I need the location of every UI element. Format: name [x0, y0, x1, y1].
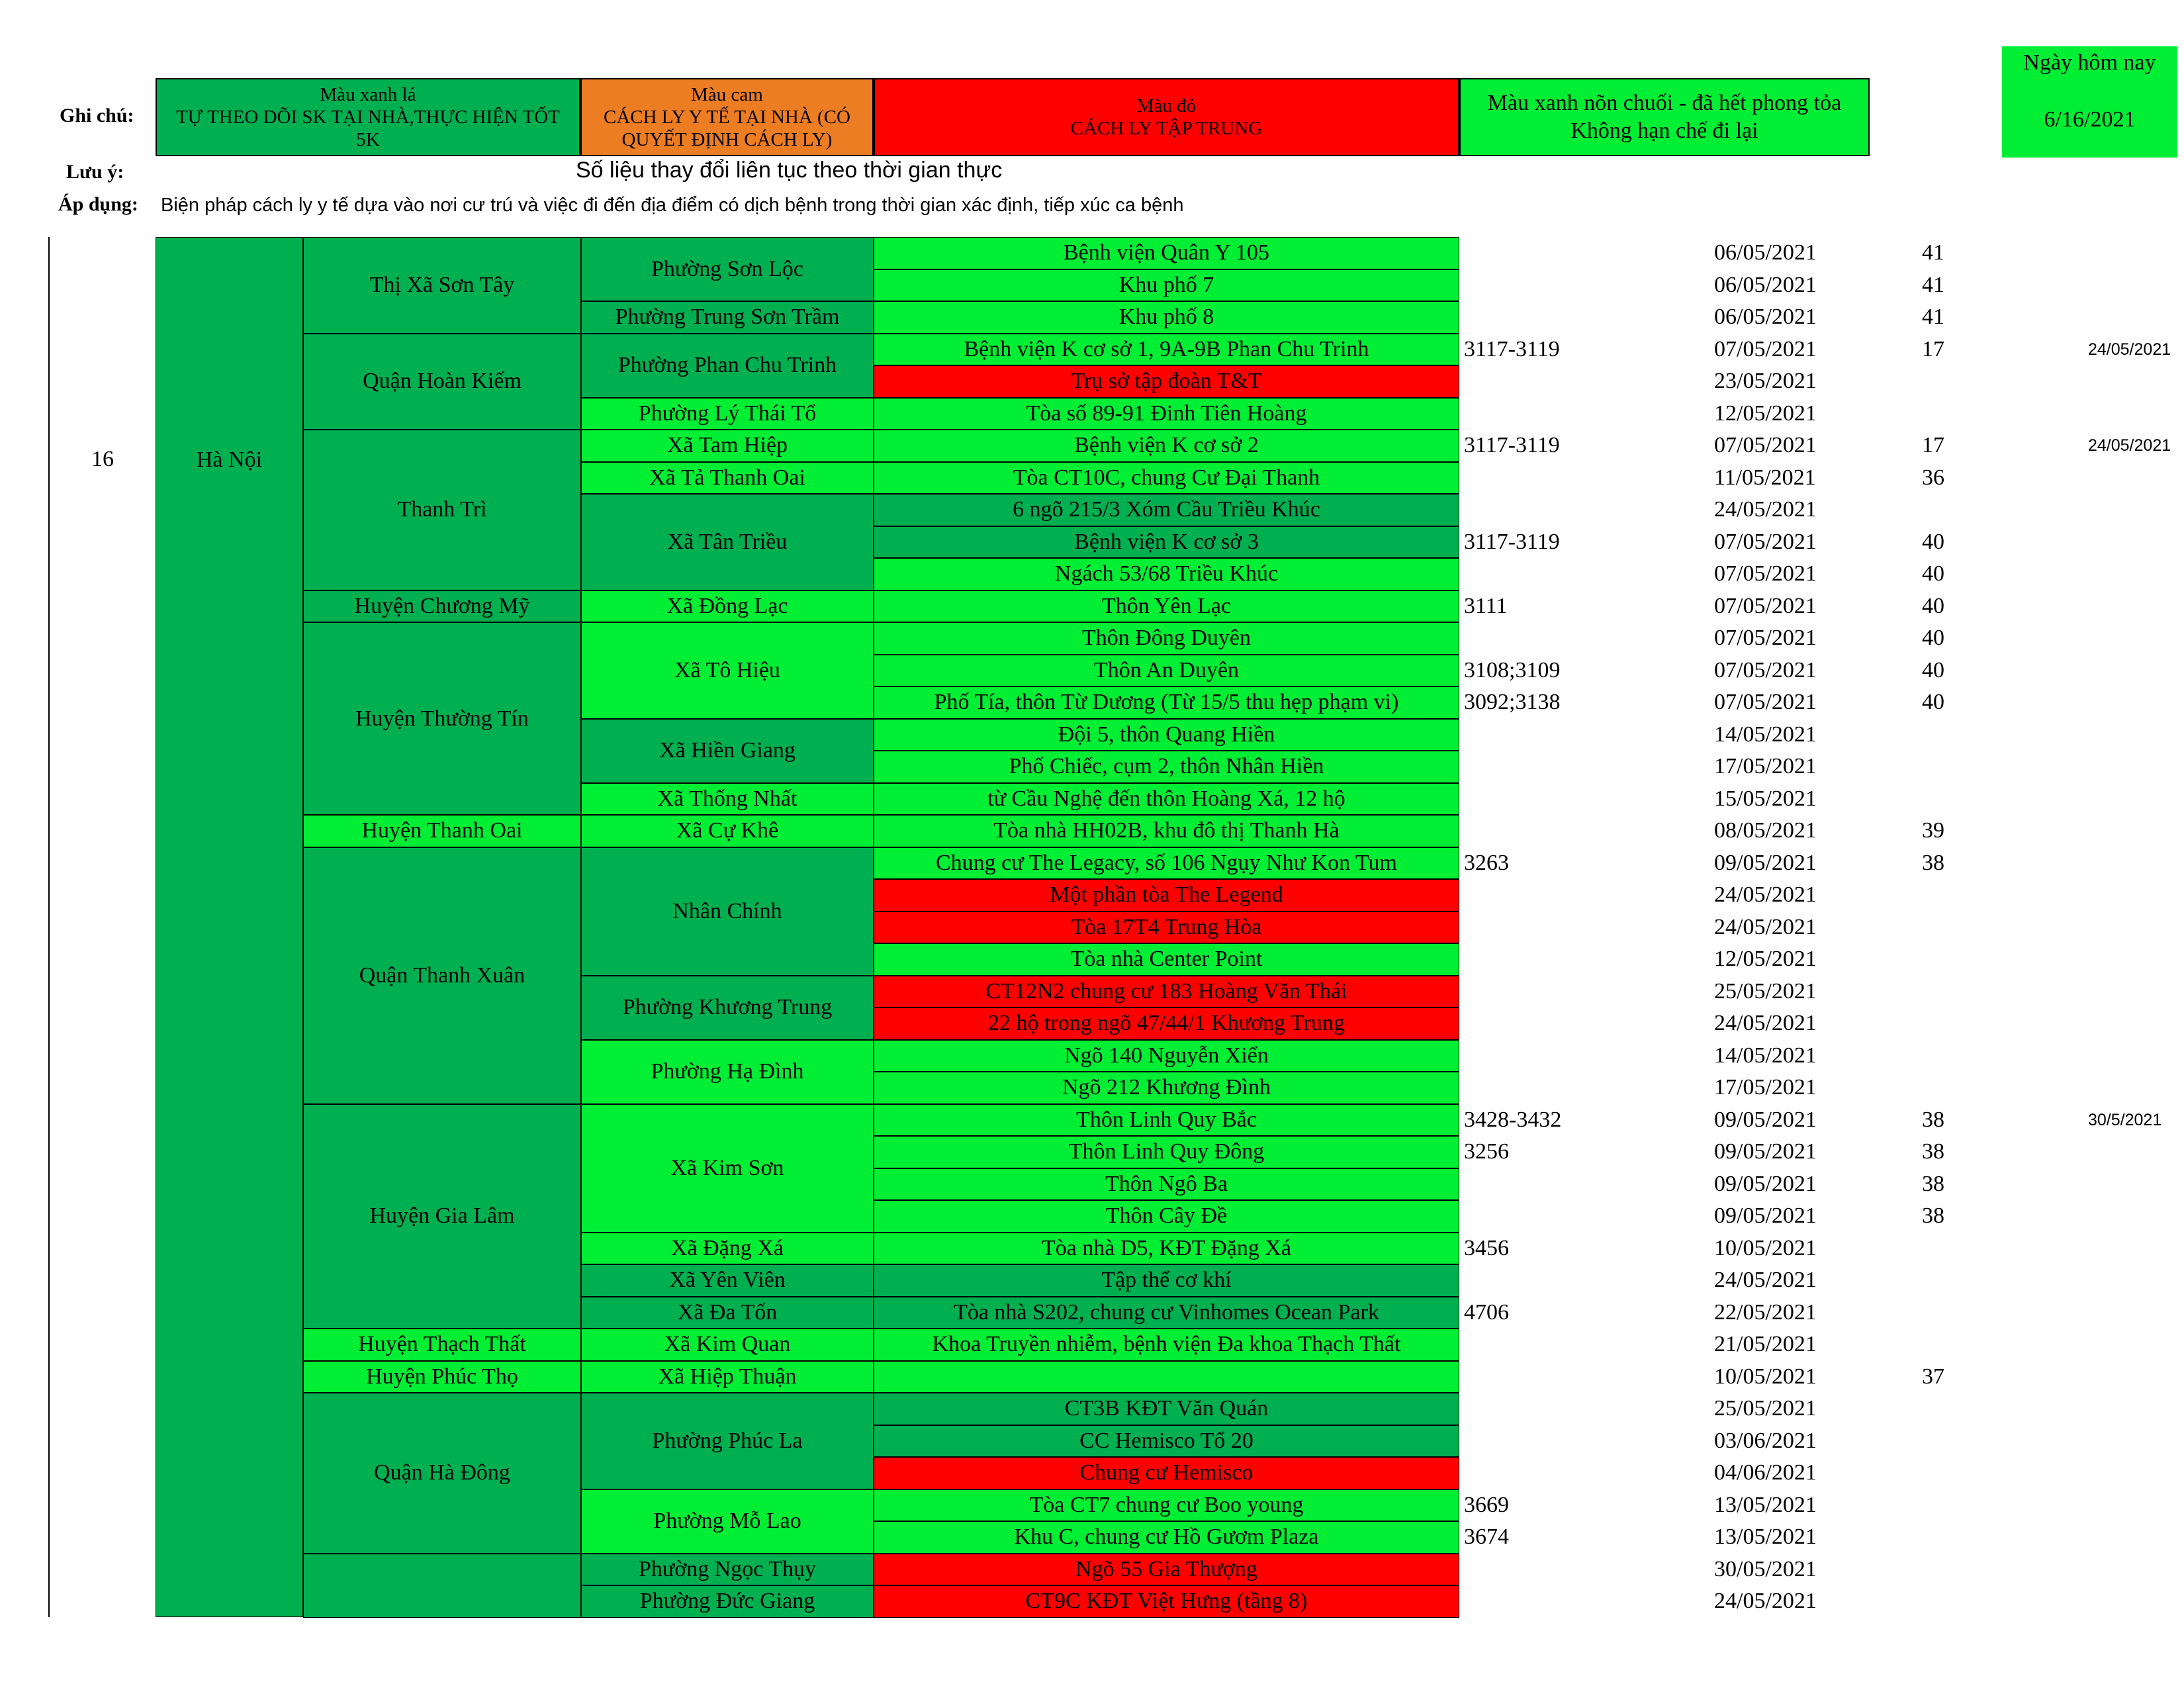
date-cell: 03/06/2021	[1714, 1428, 1817, 1453]
legend-light-green-title: Màu xanh nõn chuối - đã hết phong tỏa	[1487, 91, 1842, 115]
date-cell: 07/05/2021	[1714, 593, 1817, 618]
week-cell: 40	[1922, 593, 1944, 618]
ward-cell: Xã Thống Nhất	[581, 783, 874, 816]
place-cell: Khu C, chung cư Hồ Gươm Plaza	[874, 1521, 1459, 1554]
date-cell: 07/05/2021	[1714, 626, 1817, 650]
today-date: 6/16/2021	[2044, 107, 2136, 132]
place-cell: Bệnh viện K cơ sở 1, 9A-9B Phan Chu Trinh	[874, 334, 1459, 366]
place-cell: Phố Tía, thôn Từ Dương (Từ 15/5 thu hẹp phạm vi)	[874, 686, 1459, 719]
luu-y-text: Số liệu thay đổi liên tục theo thời gian thực	[576, 158, 1003, 183]
place-cell: CT3B KĐT Văn Quán	[874, 1393, 1459, 1425]
date-cell: 25/05/2021	[1714, 978, 1817, 1004]
date-cell: 12/05/2021	[1714, 400, 1817, 426]
legend-red	[874, 78, 1459, 156]
patient-id: 3108;3109	[1464, 657, 1561, 682]
week-cell: 40	[1922, 529, 1944, 554]
district-cell: Quận Hoàn Kiếm	[303, 334, 581, 430]
ward-cell: Xã Hiệp Thuận	[581, 1361, 874, 1393]
date-cell: 14/05/2021	[1714, 722, 1817, 747]
date-cell: 10/05/2021	[1714, 1364, 1817, 1389]
ward-cell: Phường Trung Sơn Trầm	[581, 301, 874, 334]
end-date-cell: 24/05/2021	[2088, 436, 2171, 455]
district-cell: Huyện Thanh Oai	[303, 815, 581, 847]
place-cell: Ngách 53/68 Triều Khúc	[874, 558, 1459, 590]
district-cell	[303, 1554, 581, 1618]
ward-cell: Xã Tam Hiệp	[581, 430, 874, 462]
week-cell: 38	[1922, 1171, 1944, 1196]
district-cell: Thị Xã Sơn Tây	[303, 237, 581, 334]
date-cell: 14/05/2021	[1714, 1043, 1817, 1068]
ward-cell: Phường Hạ Đình	[581, 1040, 874, 1104]
ward-cell: Xã Cự Khê	[581, 815, 874, 847]
date-cell: 17/05/2021	[1714, 1075, 1817, 1100]
ward-cell: Xã Tân Triều	[581, 494, 874, 590]
today-label: Ngày hôm nay	[2023, 50, 2156, 75]
legend-dark-green	[156, 78, 580, 156]
legend-red-text: CÁCH LY TẬP TRUNG	[1070, 118, 1263, 139]
place-cell: Bệnh viện Quân Y 105	[874, 237, 1459, 269]
district-cell: Huyện Thạch Thất	[303, 1329, 581, 1361]
week-cell: 17	[1922, 336, 1944, 361]
place-cell: Tòa nhà D5, KĐT Đặng Xá	[874, 1233, 1459, 1265]
legend-dark-green-text: TỰ THEO DÕI SK TẠI NHÀ,THỰC HIỆN TỐT 5K	[176, 107, 560, 150]
place-cell	[874, 1361, 1459, 1393]
date-cell: 24/05/2021	[1714, 497, 1817, 522]
ward-cell: Xã Kim Quan	[581, 1329, 874, 1361]
district-cell: Quận Hà Đông	[303, 1393, 581, 1554]
ward-cell: Xã Đồng Lạc	[581, 590, 874, 623]
date-cell: 06/05/2021	[1714, 272, 1817, 297]
place-cell: từ Cầu Nghệ đến thôn Hoàng Xá, 12 hộ	[874, 783, 1459, 816]
date-cell: 13/05/2021	[1714, 1492, 1817, 1517]
date-cell: 09/05/2021	[1714, 1107, 1817, 1132]
legend-light-green	[1459, 78, 1870, 156]
date-cell: 07/05/2021	[1714, 561, 1817, 586]
place-cell: Khu phố 7	[874, 269, 1459, 302]
date-cell: 06/05/2021	[1714, 305, 1817, 329]
ward-cell: Xã Kim Sơn	[581, 1104, 874, 1233]
date-cell: 25/05/2021	[1714, 1396, 1817, 1421]
legend-orange	[580, 78, 874, 156]
place-cell: Tòa CT10C, chung Cư Đại Thanh	[874, 462, 1459, 494]
date-cell: 24/05/2021	[1714, 882, 1817, 907]
week-cell: 40	[1922, 690, 1944, 714]
date-cell: 24/05/2021	[1714, 1011, 1817, 1035]
ward-cell: Phường Mỗ Lao	[581, 1489, 874, 1554]
ward-cell: Xã Đa Tốn	[581, 1297, 874, 1329]
place-cell: Ngõ 55 Gia Thượng	[874, 1554, 1459, 1586]
place-cell: Tòa nhà Center Point	[874, 943, 1459, 976]
ward-cell: Xã Yên Viên	[581, 1264, 874, 1297]
ward-cell: Nhân Chính	[581, 847, 874, 976]
patient-id: 4706	[1464, 1299, 1509, 1325]
week-cell: 41	[1922, 240, 1944, 265]
ward-cell: Xã Tô Hiệu	[581, 622, 874, 719]
patient-id: 3256	[1464, 1139, 1509, 1164]
date-cell: 04/06/2021	[1714, 1460, 1817, 1485]
week-cell: 41	[1922, 272, 1944, 297]
patient-id: 3117-3119	[1464, 529, 1560, 554]
district-cell: Huyện Thường Tín	[303, 622, 581, 815]
date-cell: 11/05/2021	[1714, 465, 1816, 490]
week-cell: 38	[1922, 1107, 1944, 1132]
place-cell: Khu phố 8	[874, 301, 1459, 334]
patient-id: 3428-3432	[1464, 1107, 1562, 1132]
place-cell: Ngõ 140 Nguyễn Xiển	[874, 1040, 1459, 1072]
week-cell: 39	[1922, 818, 1944, 843]
week-cell: 38	[1922, 1139, 1944, 1164]
patient-id: 3092;3138	[1464, 690, 1561, 714]
district-cell: Huyện Chương Mỹ	[303, 590, 581, 623]
ward-cell: Phường Phan Chu Trinh	[581, 334, 874, 398]
date-cell: 09/05/2021	[1714, 1203, 1817, 1228]
place-cell: CC Hemisco Tổ 20	[874, 1425, 1459, 1458]
place-cell: Thôn Yên Lạc	[874, 590, 1459, 623]
week-cell: 36	[1922, 465, 1944, 490]
date-cell: 24/05/2021	[1714, 1589, 1817, 1613]
patient-id: 3117-3119	[1464, 433, 1560, 457]
ward-cell: Phường Khương Trung	[581, 976, 874, 1040]
place-cell: CT9C KĐT Việt Hưng (tầng 8)	[874, 1585, 1459, 1618]
ward-cell: Phường Phúc La	[581, 1393, 874, 1489]
place-cell: Một phần tòa The Legend	[874, 879, 1459, 912]
place-cell: 22 hộ trong ngõ 47/44/1 Khương Trung	[874, 1008, 1459, 1040]
patient-id: 3117-3119	[1464, 336, 1560, 361]
place-cell: Ngõ 212 Khương Đình	[874, 1072, 1459, 1104]
legend-orange-title: Màu cam	[691, 84, 763, 105]
week-cell: 38	[1922, 850, 1944, 875]
luu-y-label: Lưu ý:	[66, 161, 124, 183]
date-cell: 07/05/2021	[1714, 433, 1817, 457]
place-cell: Chung cư The Legacy, số 106 Ngụy Như Kon Tum	[874, 847, 1459, 880]
patient-id: 3669	[1464, 1492, 1509, 1517]
table-left-border	[48, 237, 50, 1617]
district-cell: Huyện Gia Lâm	[303, 1104, 581, 1329]
date-cell: 23/05/2021	[1714, 369, 1817, 393]
date-cell: 12/05/2021	[1714, 947, 1817, 971]
ap-dung-label: Áp dụng:	[58, 193, 138, 215]
date-cell: 09/05/2021	[1714, 850, 1817, 875]
place-cell: Tòa số 89-91 Đinh Tiên Hoàng	[874, 398, 1459, 430]
week-cell: 40	[1922, 561, 1944, 586]
place-cell: Thôn Linh Quy Bắc	[874, 1104, 1459, 1137]
date-cell: 07/05/2021	[1714, 690, 1817, 714]
district-cell: Huyện Phúc Thọ	[303, 1361, 581, 1393]
district-cell: Thanh Trì	[303, 430, 581, 590]
legend-dark-green-title: Màu xanh lá	[320, 84, 416, 105]
date-cell: 09/05/2021	[1714, 1171, 1817, 1196]
province-cell: Hà Nội	[156, 237, 303, 1617]
week-cell: 40	[1922, 626, 1944, 650]
end-date-cell: 24/05/2021	[2088, 340, 2171, 359]
ward-cell: Xã Tả Thanh Oai	[581, 462, 874, 494]
place-cell: Thôn Cây Đề	[874, 1200, 1459, 1233]
end-date-cell: 30/5/2021	[2088, 1110, 2162, 1129]
ward-cell: Phường Đức Giang	[581, 1585, 874, 1618]
place-cell: Bệnh viện K cơ sở 2	[874, 430, 1459, 462]
place-cell: Đội 5, thôn Quang Hiền	[874, 719, 1459, 751]
legend-orange-text: CÁCH LY Y TẾ TẠI NHÀ (CÓ QUYẾT ĐỊNH CÁCH LY)	[603, 107, 850, 150]
date-cell: 30/05/2021	[1714, 1556, 1817, 1581]
week-cell: 38	[1922, 1203, 1944, 1228]
place-cell: 6 ngõ 215/3 Xóm Cầu Triều Khúc	[874, 494, 1459, 526]
ward-cell: Phường Lý Thái Tổ	[581, 398, 874, 430]
date-cell: 24/05/2021	[1714, 914, 1817, 939]
date-cell: 07/05/2021	[1714, 657, 1817, 682]
week-cell: 17	[1922, 433, 1944, 457]
place-cell: Bệnh viện K cơ sở 3	[874, 526, 1459, 559]
ward-cell: Phường Sơn Lộc	[581, 237, 874, 301]
week-cell: 40	[1922, 657, 1944, 682]
notes-label: Ghi chú:	[60, 105, 134, 126]
place-cell: Chung cư Hemisco	[874, 1457, 1459, 1489]
place-cell: Tòa CT7 chung cư Boo young	[874, 1489, 1459, 1522]
place-cell: Thôn Ngô Ba	[874, 1168, 1459, 1201]
patient-id: 3456	[1464, 1235, 1509, 1260]
place-cell: Tập thể cơ khí	[874, 1264, 1459, 1297]
place-cell: Trụ sở tập đoàn T&T	[874, 365, 1459, 398]
date-cell: 10/05/2021	[1714, 1235, 1817, 1260]
date-cell: 15/05/2021	[1714, 786, 1817, 811]
today-box	[2002, 46, 2177, 158]
ward-cell: Xã Đặng Xá	[581, 1233, 874, 1265]
legend-light-green-text: Không hạn chế đi lại	[1570, 118, 1758, 143]
date-cell: 24/05/2021	[1714, 1268, 1817, 1292]
week-cell: 41	[1922, 305, 1944, 329]
patient-id: 3674	[1464, 1524, 1509, 1549]
place-cell: CT12N2 chung cư 183 Hoàng Văn Thái	[874, 976, 1459, 1008]
week-cell: 37	[1922, 1364, 1944, 1389]
place-cell: Tòa nhà HH02B, khu đô thị Thanh Hà	[874, 815, 1459, 847]
date-cell: 22/05/2021	[1714, 1299, 1817, 1325]
place-cell: Khoa Truyền nhiễm, bệnh viện Đa khoa Thạch Thất	[874, 1329, 1459, 1361]
place-cell: Thôn Linh Quy Đông	[874, 1136, 1459, 1168]
place-cell: Thôn Đông Duyên	[874, 622, 1459, 655]
date-cell: 07/05/2021	[1714, 336, 1817, 361]
date-cell: 08/05/2021	[1714, 818, 1817, 843]
ap-dung-text: Biện pháp cách ly y tế dựa vào nơi cư trú và việc đi đến địa điểm có dịch bệnh trong thời gian xác định, tiếp xúc ca bệnh	[161, 195, 1184, 216]
date-cell: 07/05/2021	[1714, 529, 1817, 554]
ward-cell: Phường Ngọc Thụy	[581, 1554, 874, 1586]
date-cell: 06/05/2021	[1714, 240, 1817, 265]
place-cell: Tòa nhà S202, chung cư Vinhomes Ocean Park	[874, 1297, 1459, 1329]
place-cell: Thôn An Duyên	[874, 655, 1459, 687]
date-cell: 17/05/2021	[1714, 754, 1817, 778]
date-cell: 09/05/2021	[1714, 1139, 1817, 1164]
ward-cell: Xã Hiền Giang	[581, 719, 874, 783]
patient-id: 3263	[1464, 850, 1509, 875]
district-cell: Quận Thanh Xuân	[303, 847, 581, 1104]
place-cell: Tòa 17T4 Trung Hòa	[874, 912, 1459, 944]
legend-red-title: Màu đỏ	[1136, 95, 1197, 117]
date-cell: 13/05/2021	[1714, 1524, 1817, 1549]
stt-cell: 16	[91, 447, 114, 471]
patient-id: 3111	[1464, 593, 1508, 618]
place-cell: Phố Chiếc, cụm 2, thôn Nhân Hiền	[874, 751, 1459, 783]
date-cell: 21/05/2021	[1714, 1332, 1817, 1356]
